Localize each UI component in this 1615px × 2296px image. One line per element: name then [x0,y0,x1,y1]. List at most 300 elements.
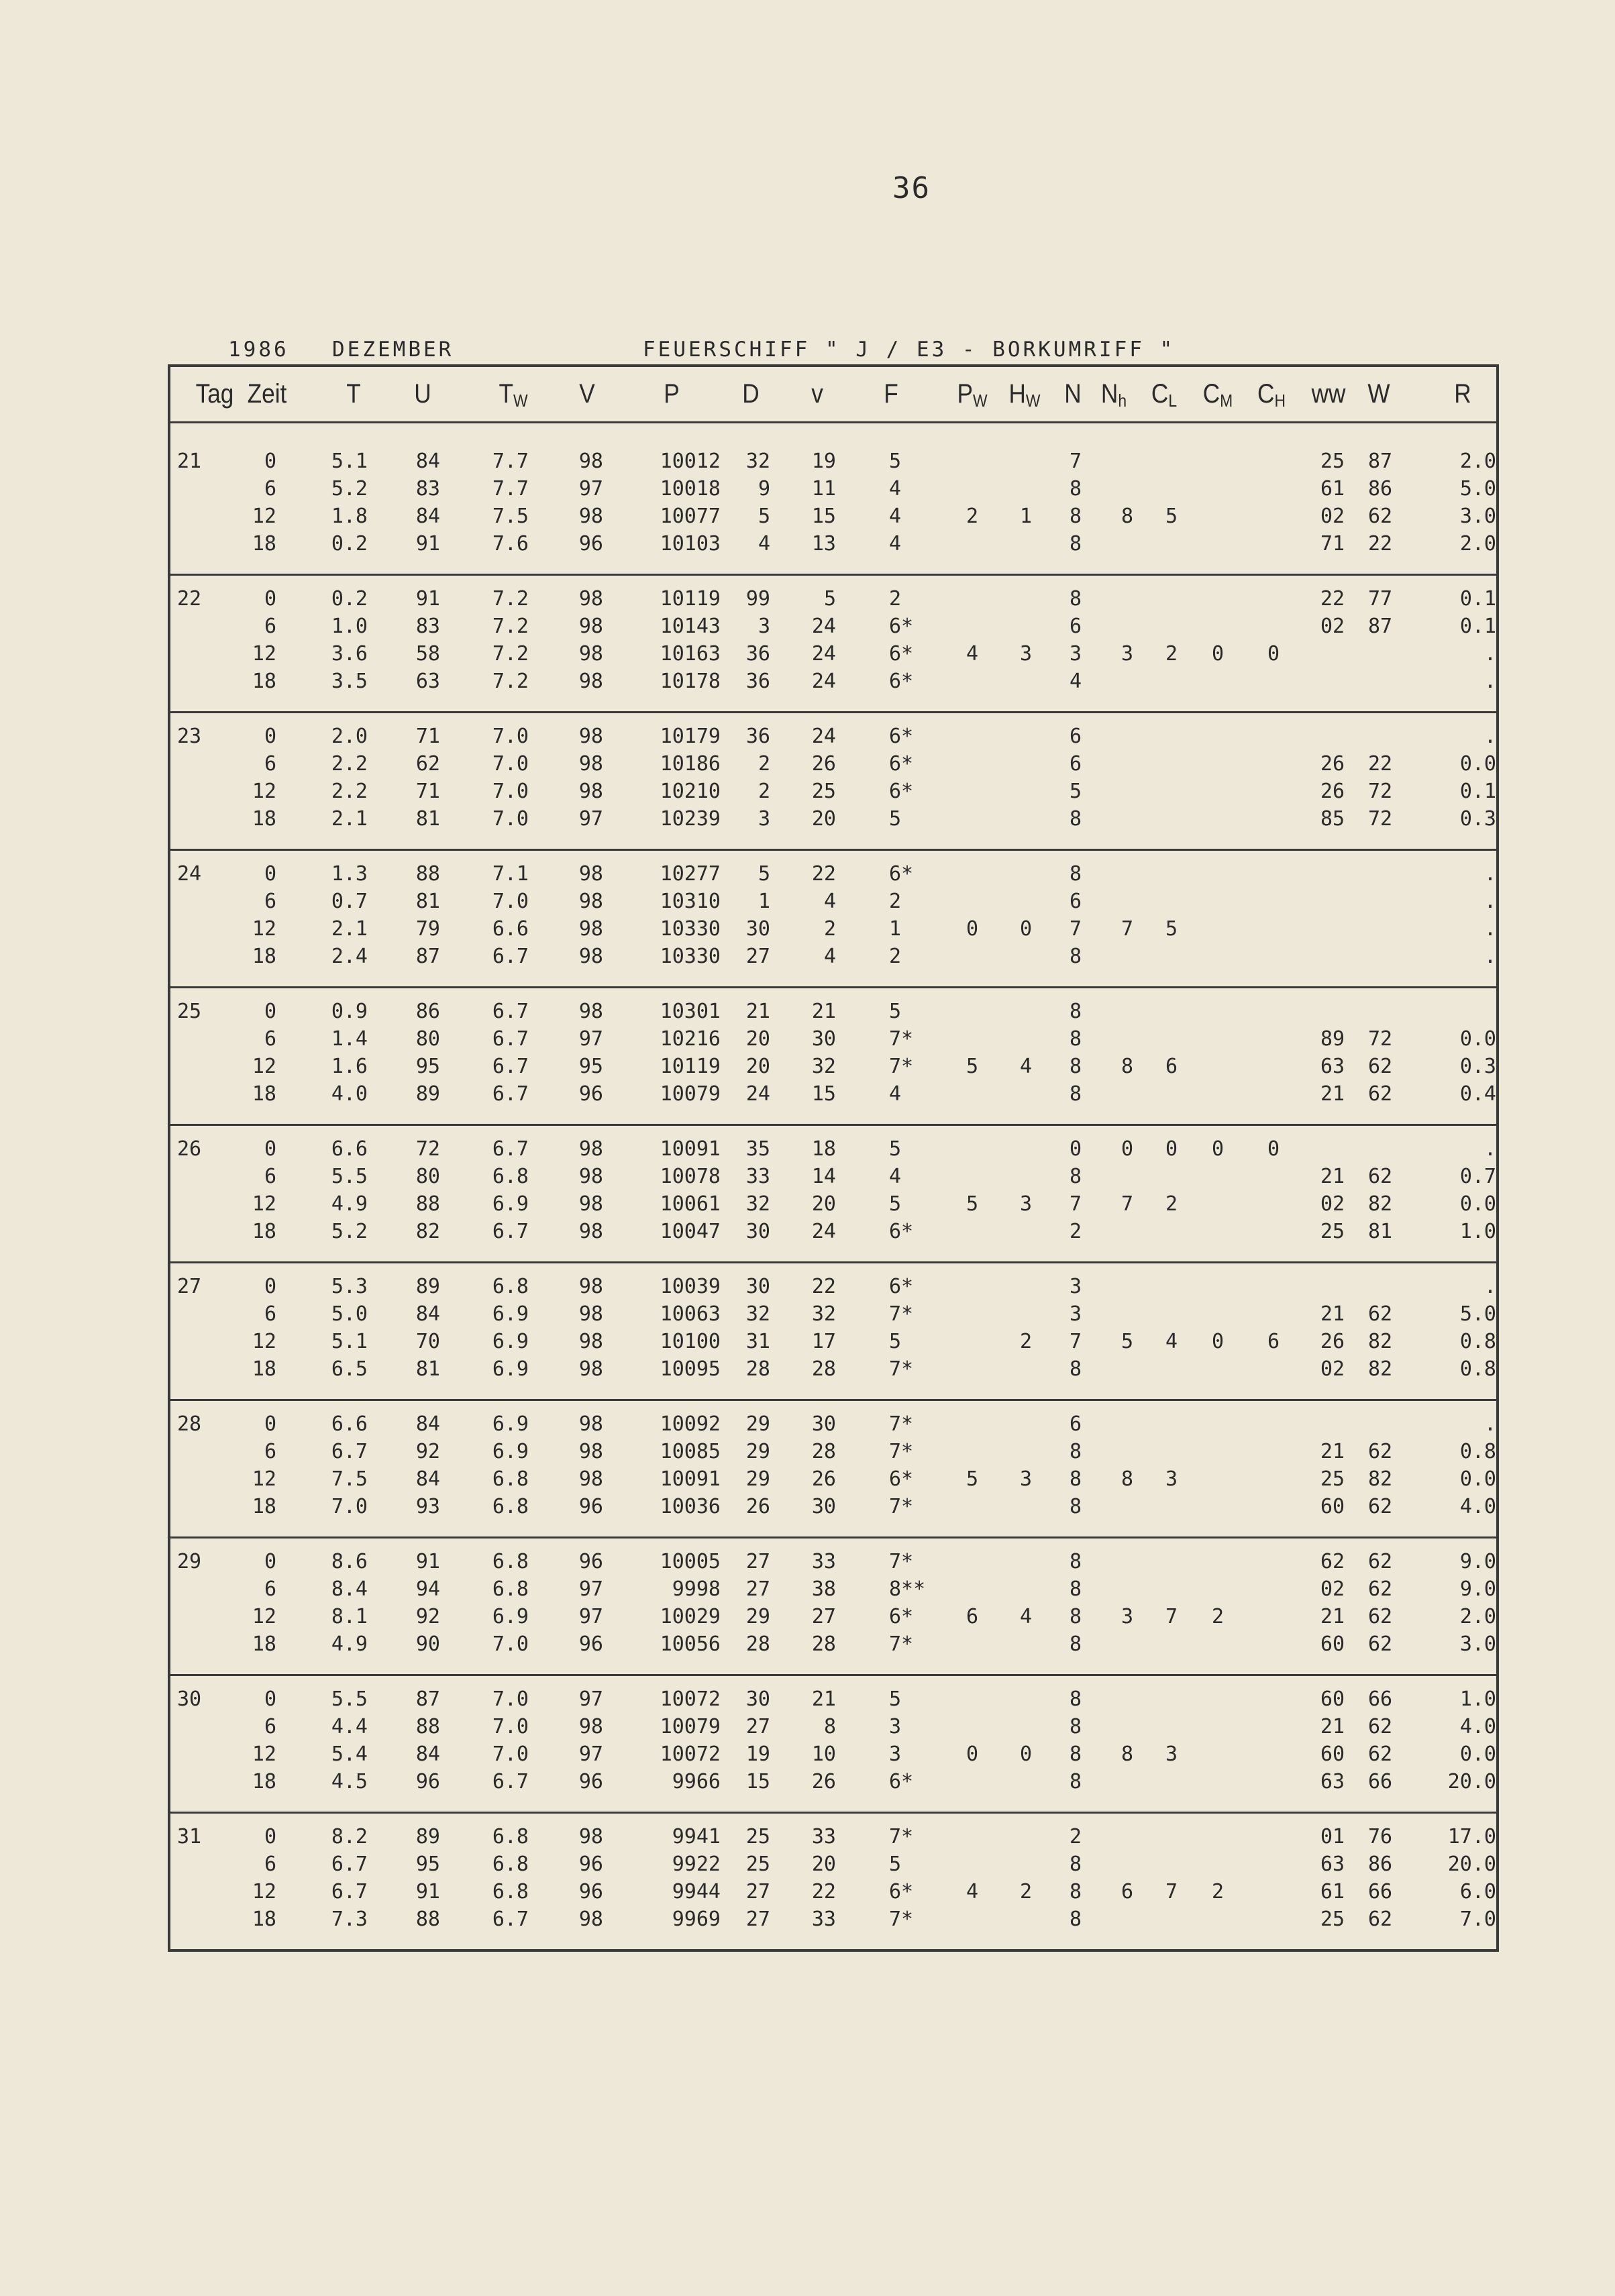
cell-v: 98 [578,1302,603,1326]
cell-v: 97 [578,477,603,501]
cell-d: 36 [745,642,770,666]
cell-cl: 7 [1165,1880,1178,1903]
cell-tw: 7.5 [492,505,529,528]
cell-p: 9966 [672,1770,721,1793]
cell-f: 7* [889,1825,914,1848]
cell-p: 10018 [660,477,721,501]
day-cell: 21 [177,450,202,473]
cell-u: 89 [415,1082,440,1106]
cell-v: 98 [578,1000,603,1023]
cell-w: 22 [1367,532,1393,556]
column-header-pw-sub: W [972,390,988,411]
cell-pw: 5 [966,1467,979,1491]
cell-r: 4.0 [1459,1495,1496,1518]
cell-p: 10079 [660,1082,721,1106]
cell-t: 5.5 [331,1687,368,1711]
cell-u: 79 [415,917,440,941]
cell-ww: 25 [1320,450,1345,473]
cell-tw: 6.8 [492,1550,529,1573]
cell-d: 36 [745,670,770,693]
cell-t: 5.2 [331,1220,368,1243]
cell-w: 82 [1367,1192,1393,1216]
cell-f: 4 [889,1165,902,1188]
cell-v: 96 [578,532,603,556]
day-cell: 25 [177,1000,202,1023]
cell-d: 3 [758,615,770,638]
cell-f: 2 [889,890,902,913]
cell-zeit: 6 [264,615,276,638]
cell-zeit: 0 [264,1000,276,1023]
cell-d: 3 [758,807,770,831]
cell-w: 62 [1367,1550,1393,1573]
cell-n: 8 [1069,1632,1082,1656]
cell-v: 98 [578,1467,603,1491]
cell-n: 7 [1069,1192,1082,1216]
cell-tw: 7.0 [492,1742,529,1766]
cell-tw: 6.7 [492,1082,529,1106]
cell-u: 81 [415,807,440,831]
cell-v: 98 [578,1220,603,1243]
cell-ww: 60 [1320,1742,1345,1766]
cell-zeit: 0 [264,1137,276,1161]
cell-u: 91 [415,1880,440,1903]
cell-r: 0.8 [1459,1440,1496,1463]
cell-tw: 6.9 [492,1192,529,1216]
cell-n: 8 [1069,1577,1082,1601]
cell-w: 62 [1367,1165,1393,1188]
cell-r: 20.0 [1447,1770,1496,1793]
cell-r: . [1483,642,1496,666]
column-header-r: R [1454,379,1471,409]
cell-zeit: 0 [264,725,276,748]
cell-pw: 6 [966,1605,979,1628]
cell-r: . [1483,725,1496,748]
cell-d: 20 [745,1055,770,1078]
cell-t: 1.8 [331,505,368,528]
cell-u: 90 [415,1632,440,1656]
cell-pw: 5 [966,1192,979,1216]
cell-u: 81 [415,890,440,913]
cell-w: 62 [1367,1302,1393,1326]
cell-ww: 85 [1320,807,1345,831]
cell-d: 33 [745,1165,770,1188]
cell-r: 2.0 [1459,1605,1496,1628]
column-header-u: U [414,379,431,409]
cell-cl: 3 [1165,1742,1178,1766]
cell-p: 10119 [660,1055,721,1078]
group-divider [170,1124,1496,1126]
cell-tw: 7.0 [492,752,529,776]
cell-v: 98 [578,1908,603,1931]
cell-v: 98 [578,1330,603,1353]
cell-u: 62 [415,752,440,776]
cell-f: 6* [889,1467,914,1491]
cell-tw: 6.8 [492,1853,529,1876]
cell-vw: 26 [811,752,836,776]
cell-tw: 6.9 [492,1330,529,1353]
cell-nh: 8 [1121,1742,1134,1766]
cell-n: 8 [1069,1082,1082,1106]
cell-r: 20.0 [1447,1853,1496,1876]
cell-p: 10178 [660,670,721,693]
cell-r: . [1483,1275,1496,1298]
cell-vw: 32 [811,1055,836,1078]
cell-t: 5.3 [331,1275,368,1298]
cell-t: 2.1 [331,807,368,831]
cell-zeit: 6 [264,1302,276,1326]
cell-p: 10039 [660,1275,721,1298]
cell-n: 8 [1069,1027,1082,1051]
cell-r: 0.4 [1459,1082,1496,1106]
cell-d: 20 [745,1027,770,1051]
cell-f: 7* [889,1302,914,1326]
cell-tw: 6.9 [492,1357,529,1381]
cell-t: 7.0 [331,1495,368,1518]
cell-v: 97 [578,1027,603,1051]
cell-cl: 6 [1165,1055,1178,1078]
cell-u: 80 [415,1027,440,1051]
cell-v: 96 [578,1082,603,1106]
cell-t: 6.6 [331,1137,368,1161]
header-station: FEUERSCHIFF " J / E3 - BORKUMRIFF " [643,337,1176,362]
cell-f: 3 [889,1715,902,1738]
column-header-n: N [1064,379,1082,409]
cell-zeit: 6 [264,1853,276,1876]
cell-vw: 21 [811,1000,836,1023]
cell-r: 0.3 [1459,807,1496,831]
cell-r: 0.0 [1459,752,1496,776]
cell-d: 25 [745,1825,770,1848]
cell-vw: 26 [811,1770,836,1793]
cell-t: 6.7 [331,1440,368,1463]
cell-r: . [1483,917,1496,941]
cell-r: 7.0 [1459,1908,1496,1931]
cell-n: 8 [1069,505,1082,528]
cell-w: 82 [1367,1330,1393,1353]
cell-d: 29 [745,1467,770,1491]
cell-r: . [1483,862,1496,886]
cell-vw: 19 [811,450,836,473]
cell-n: 5 [1069,780,1082,803]
cell-tw: 6.8 [492,1165,529,1188]
cell-f: 6* [889,615,914,638]
cell-vw: 14 [811,1165,836,1188]
column-header-hw-main: H [1008,379,1026,409]
column-header-ww: ww [1311,379,1346,409]
column-header-t: T [346,379,361,409]
cell-d: 21 [745,1000,770,1023]
cell-n: 8 [1069,477,1082,501]
cell-tw: 7.7 [492,450,529,473]
cell-vw: 32 [811,1302,836,1326]
cell-t: 4.9 [331,1192,368,1216]
cell-p: 10072 [660,1742,721,1766]
cell-w: 72 [1367,807,1393,831]
cell-d: 27 [745,945,770,968]
cell-f: 4 [889,477,902,501]
cell-p: 10143 [660,615,721,638]
group-divider [170,1536,1496,1538]
cell-vw: 20 [811,1192,836,1216]
cell-u: 70 [415,1330,440,1353]
cell-n: 7 [1069,1330,1082,1353]
cell-t: 1.0 [331,615,368,638]
cell-hw: 4 [1019,1605,1033,1628]
cell-ww: 26 [1320,1330,1345,1353]
cell-vw: 21 [811,1687,836,1711]
cell-u: 88 [415,1715,440,1738]
cell-zeit: 0 [264,1687,276,1711]
cell-d: 2 [758,780,770,803]
cell-v: 98 [578,917,603,941]
cell-ww: 63 [1320,1770,1345,1793]
cell-d: 35 [745,1137,770,1161]
day-cell: 23 [177,725,202,748]
cell-ww: 02 [1320,615,1345,638]
cell-v: 95 [578,1055,603,1078]
cell-tw: 6.7 [492,1770,529,1793]
cell-r: 3.0 [1459,505,1496,528]
cell-r: 0.0 [1459,1742,1496,1766]
cell-v: 96 [578,1550,603,1573]
column-header-w: W [1367,379,1390,409]
cell-f: 6* [889,642,914,666]
cell-nh: 8 [1121,1055,1134,1078]
cell-t: 5.2 [331,477,368,501]
cell-zeit: 18 [252,1495,276,1518]
cell-v: 97 [578,807,603,831]
cell-n: 8 [1069,1742,1082,1766]
cell-zeit: 12 [252,1192,276,1216]
cell-f: 7* [889,1412,914,1436]
cell-tw: 7.1 [492,862,529,886]
cell-zeit: 18 [252,945,276,968]
cell-r: . [1483,890,1496,913]
day-cell: 24 [177,862,202,886]
cell-ww: 25 [1320,1220,1345,1243]
cell-nh: 8 [1121,505,1134,528]
cell-u: 71 [415,780,440,803]
cell-p: 10095 [660,1357,721,1381]
cell-u: 84 [415,1302,440,1326]
cell-zeit: 12 [252,1742,276,1766]
cell-n: 6 [1069,890,1082,913]
cell-p: 10330 [660,945,721,968]
cell-f: 7* [889,1908,914,1931]
day-cell: 22 [177,587,202,611]
cell-v: 98 [578,1440,603,1463]
column-header-ch-sub: H [1274,390,1286,411]
cell-ww: 62 [1320,1550,1345,1573]
cell-tw: 7.0 [492,1687,529,1711]
cell-ww: 21 [1320,1605,1345,1628]
cell-tw: 6.7 [492,1055,529,1078]
cell-zeit: 12 [252,1330,276,1353]
cell-vw: 15 [811,1082,836,1106]
cell-vw: 11 [811,477,836,501]
cell-d: 31 [745,1330,770,1353]
cell-ww: 21 [1320,1082,1345,1106]
cell-v: 98 [578,1412,603,1436]
cell-d: 9 [758,477,770,501]
cell-r: 0.8 [1459,1357,1496,1381]
cell-r: 1.0 [1459,1220,1496,1243]
cell-p: 10277 [660,862,721,886]
cell-vw: 25 [811,780,836,803]
cell-zeit: 12 [252,1467,276,1491]
cell-vw: 24 [811,642,836,666]
cell-d: 5 [758,862,770,886]
cell-u: 72 [415,1137,440,1161]
page-number: 36 [892,171,931,205]
cell-n: 8 [1069,945,1082,968]
cell-zeit: 6 [264,1165,276,1188]
cell-zeit: 18 [252,670,276,693]
cell-t: 5.0 [331,1302,368,1326]
cell-ww: 89 [1320,1027,1345,1051]
cell-p: 10103 [660,532,721,556]
cell-u: 88 [415,1908,440,1931]
group-divider [170,1812,1496,1814]
cell-v: 98 [578,1137,603,1161]
cell-zeit: 6 [264,752,276,776]
cell-f: 4 [889,532,902,556]
cell-f: 7* [889,1495,914,1518]
cell-p: 9944 [672,1880,721,1903]
column-header-vw: v [811,379,823,409]
cell-vw: 30 [811,1412,836,1436]
cell-f: 6* [889,780,914,803]
group-divider [170,1399,1496,1401]
cell-r: 5.0 [1459,1302,1496,1326]
column-header-tw-main: T [499,379,513,409]
cell-t: 4.9 [331,1632,368,1656]
cell-v: 98 [578,1825,603,1848]
cell-zeit: 0 [264,587,276,611]
cell-f: 7* [889,1550,914,1573]
column-header-p: P [664,379,680,409]
cell-u: 95 [415,1853,440,1876]
cell-t: 5.5 [331,1165,368,1188]
group-divider [170,1261,1496,1263]
cell-u: 84 [415,1742,440,1766]
cell-nh: 0 [1121,1137,1134,1161]
column-header-v: V [579,379,595,409]
cell-vw: 30 [811,1027,836,1051]
cell-d: 27 [745,1880,770,1903]
cell-v: 98 [578,945,603,968]
cell-tw: 7.0 [492,780,529,803]
cell-f: 5 [889,1687,902,1711]
cell-u: 84 [415,1467,440,1491]
cell-w: 76 [1367,1825,1393,1848]
cell-cm: 0 [1211,1137,1225,1161]
cell-p: 10092 [660,1412,721,1436]
cell-hw: 1 [1019,505,1033,528]
cell-d: 27 [745,1550,770,1573]
cell-vw: 28 [811,1357,836,1381]
column-header-tag: Tag [195,379,234,409]
cell-p: 10119 [660,587,721,611]
cell-p: 10091 [660,1137,721,1161]
cell-v: 98 [578,1275,603,1298]
cell-r: 9.0 [1459,1577,1496,1601]
cell-ww: 22 [1320,587,1345,611]
cell-cl: 2 [1165,1192,1178,1216]
cell-u: 88 [415,1192,440,1216]
cell-r: 5.0 [1459,477,1496,501]
cell-zeit: 12 [252,1605,276,1628]
cell-r: 6.0 [1459,1880,1496,1903]
cell-f: 6* [889,1880,914,1903]
cell-p: 10063 [660,1302,721,1326]
column-header-tw-sub: W [513,390,528,411]
cell-nh: 6 [1121,1880,1134,1903]
cell-v: 98 [578,505,603,528]
cell-zeit: 12 [252,1880,276,1903]
cell-t: 7.5 [331,1467,368,1491]
cell-n: 8 [1069,1853,1082,1876]
cell-v: 98 [578,1165,603,1188]
cell-w: 62 [1367,1742,1393,1766]
cell-ww: 21 [1320,1715,1345,1738]
cell-zeit: 0 [264,1550,276,1573]
cell-v: 98 [578,890,603,913]
cell-u: 93 [415,1495,440,1518]
cell-tw: 7.6 [492,532,529,556]
column-header-nh-main: N [1100,379,1118,409]
cell-ww: 61 [1320,1880,1345,1903]
cell-vw: 28 [811,1632,836,1656]
cell-p: 10310 [660,890,721,913]
cell-d: 36 [745,725,770,748]
cell-w: 62 [1367,505,1393,528]
cell-r: 2.0 [1459,450,1496,473]
cell-p: 10012 [660,450,721,473]
cell-w: 72 [1367,780,1393,803]
cell-n: 8 [1069,1880,1082,1903]
cell-d: 99 [745,587,770,611]
cell-tw: 6.8 [492,1577,529,1601]
cell-u: 81 [415,1357,440,1381]
cell-t: 0.7 [331,890,368,913]
cell-d: 30 [745,917,770,941]
cell-r: 2.0 [1459,532,1496,556]
cell-cl: 0 [1165,1137,1178,1161]
cell-f: 1 [889,917,902,941]
cell-zeit: 12 [252,642,276,666]
cell-vw: 28 [811,1440,836,1463]
cell-w: 82 [1367,1467,1393,1491]
cell-n: 3 [1069,1275,1082,1298]
column-header-cl [1151,379,1177,411]
cell-r: 17.0 [1447,1825,1496,1848]
cell-r: 0.1 [1459,587,1496,611]
cell-ww: 26 [1320,780,1345,803]
cell-p: 10210 [660,780,721,803]
cell-t: 8.4 [331,1577,368,1601]
cell-t: 0.9 [331,1000,368,1023]
cell-zeit: 12 [252,917,276,941]
cell-vw: 15 [811,505,836,528]
cell-t: 5.1 [331,450,368,473]
cell-n: 8 [1069,1550,1082,1573]
column-header-cl-sub: L [1168,390,1178,411]
cell-r: 0.0 [1459,1192,1496,1216]
cell-f: 6* [889,725,914,748]
cell-tw: 6.8 [492,1825,529,1848]
cell-f: 6* [889,752,914,776]
